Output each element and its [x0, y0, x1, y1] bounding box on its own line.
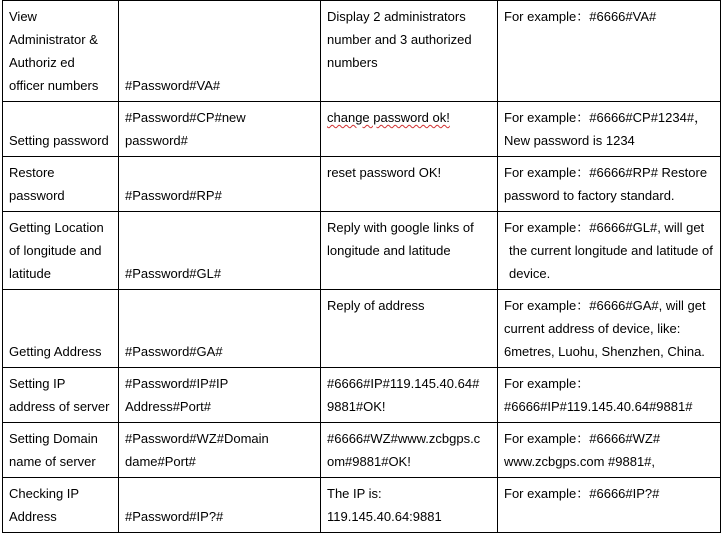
table-row: [3, 368, 721, 423]
command-cell: #Password#RP#: [119, 157, 321, 212]
command-cell: #Password#WZ#Domain dame#Port#: [119, 423, 321, 478]
table-row: [3, 212, 721, 290]
reply-cell: reset password OK!: [321, 157, 498, 212]
function-cell: Checking IP Address: [3, 478, 119, 533]
command-cell: #Password#IP#IP Address#Port#: [119, 368, 321, 423]
table-row: [3, 478, 721, 533]
table-row: [3, 157, 721, 212]
function-cell: Setting IP address of server: [3, 368, 119, 423]
example-cell: For example：#6666#GA#, will get current address of device, like: 6metres, Luohu, Shenzhen, China.: [498, 290, 721, 368]
command-cell: #Password#CP#new password#: [119, 102, 321, 157]
example-cell: For example：#6666#CP#1234#， New password is 1234: [498, 102, 721, 157]
reply-cell: The IP is: 119.145.40.64:9881: [321, 478, 498, 533]
function-cell: Setting password: [3, 102, 119, 157]
example-cell: For example：#6666#WZ# www.zcbgps.com #9881#,: [498, 423, 721, 478]
example-cell: For example：#6666#VA#: [498, 1, 721, 102]
command-cell: #Password#IP?#: [119, 478, 321, 533]
command-cell: #Password#GL#: [119, 212, 321, 290]
reply-cell: Display 2 administrators number and 3 authorized numbers: [321, 1, 498, 102]
function-cell: View Administrator & Authoriz ed officer numbers: [3, 1, 119, 102]
command-cell: #Password#VA#: [119, 1, 321, 102]
reply-cell: Reply of address: [321, 290, 498, 368]
function-cell: Restore password: [3, 157, 119, 212]
command-cell: #Password#GA#: [119, 290, 321, 368]
function-cell: Setting Domain name of server: [3, 423, 119, 478]
function-cell: Getting Address: [3, 290, 119, 368]
table-row: [3, 290, 721, 368]
function-cell: Getting Location of longitude and latitude: [3, 212, 119, 290]
reply-cell: change password ok!: [321, 102, 498, 157]
example-cell: For example： #6666#IP#119.145.40.64#9881#: [498, 368, 721, 423]
reply-cell: #6666#IP#119.145.40.64# 9881#OK!: [321, 368, 498, 423]
command-table: [2, 0, 721, 533]
reply-cell: #6666#WZ#www.zcbgps.c om#9881#OK!: [321, 423, 498, 478]
example-cell: For example：#6666#IP?#: [498, 478, 721, 533]
example-cell: For example：#6666#RP# Restore password to factory standard.: [498, 157, 721, 212]
example-cell: For example：#6666#GL#, will get the current longitude and latitude of device.: [498, 212, 721, 290]
table-row: [3, 1, 721, 102]
table-row: [3, 423, 721, 478]
table-row: [3, 102, 721, 157]
reply-cell: Reply with google links of longitude and latitude: [321, 212, 498, 290]
